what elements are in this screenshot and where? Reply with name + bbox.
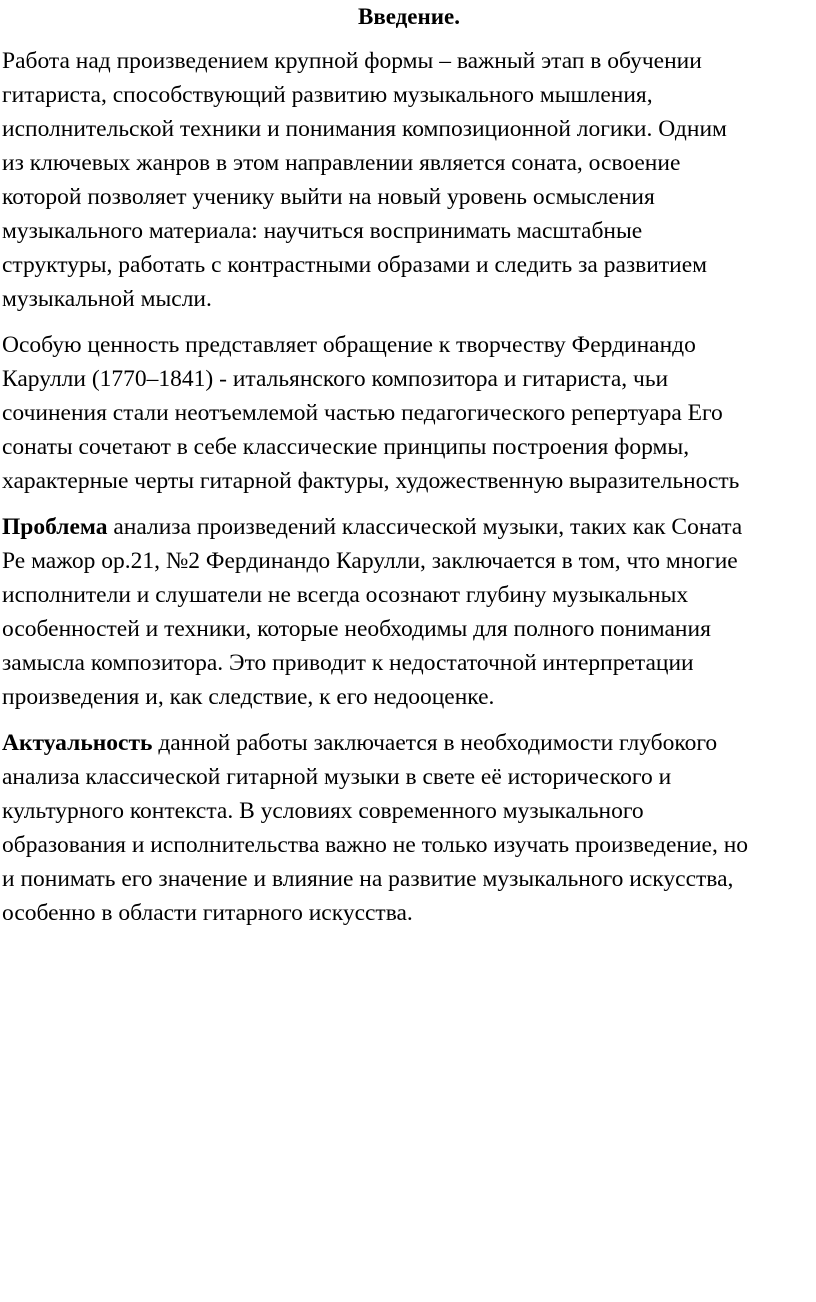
text-line: из ключевых жанров в этом направлении является соната, освоение xyxy=(2,150,681,176)
text-line: и понимать его значение и влияние на развитие музыкального искусства, xyxy=(2,866,734,892)
text-line xyxy=(2,726,816,760)
text-line: которой позволяет ученику выйти на новый уровень осмысления xyxy=(2,184,655,210)
text-line: музыкальной мысли. xyxy=(2,286,212,312)
text-line: исполнители и слушатели не всегда осознают глубину музыкальных xyxy=(2,582,689,608)
problem-lead: Проблема xyxy=(2,514,108,540)
text-line: Особую ценность представляет обращение к творчеству Фердинандо xyxy=(2,332,696,358)
text-line: особенно в области гитарного искусства. xyxy=(2,900,413,926)
text-line: культурного контекста. В условиях современного музыкального xyxy=(2,798,644,824)
text-line: образования и исполнительства важно не только изучать произведение, но xyxy=(2,832,749,858)
relevance-lead: Актуальность xyxy=(2,730,153,756)
document-title: Введение. xyxy=(358,4,460,29)
paragraph-problem xyxy=(2,510,816,714)
text-line: музыкального материала: научиться воспринимать масштабные xyxy=(2,218,643,244)
text-line: Ре мажор ор.21, №2 Фердинандо Карулли, заключается в том, что многие xyxy=(2,548,738,574)
relevance-first-line: данной работы заключается в необходимости глубокого xyxy=(152,730,718,756)
text-line xyxy=(2,510,816,544)
paragraph-carulli xyxy=(2,328,816,498)
paragraph-intro xyxy=(2,44,816,316)
text-line: исполнительской техники и понимания композиционной логики. Одним xyxy=(2,116,727,142)
paragraph-relevance xyxy=(2,726,816,930)
problem-first-line: анализа произведений классической музыки, таких как Соната xyxy=(107,514,743,540)
text-line: анализа классической гитарной музыки в свете её исторического и xyxy=(2,764,672,790)
text-line: сочинения стали неотъемлемой частью педагогического репертуара Его xyxy=(2,400,723,426)
text-line: характерные черты гитарной фактуры, художественную выразительность xyxy=(2,468,740,494)
text-line: структуры, работать с контрастными образами и следить за развитием xyxy=(2,252,707,278)
text-line: гитариста, способствующий развитию музыкального мышления, xyxy=(2,82,653,108)
text-line: замысла композитора. Это приводит к недостаточной интерпретации xyxy=(2,650,694,676)
text-line: сонаты сочетают в себе классические принципы построения формы, xyxy=(2,434,690,460)
text-line: особенностей и техники, которые необходимы для полного понимания xyxy=(2,616,711,642)
text-line: Работа над произведением крупной формы – важный этап в обучении xyxy=(2,48,702,74)
text-line: произведения и, как следствие, к его недооценке. xyxy=(2,684,495,710)
text-line: Карулли (1770–1841) - итальянского композитора и гитариста, чьи xyxy=(2,366,669,392)
